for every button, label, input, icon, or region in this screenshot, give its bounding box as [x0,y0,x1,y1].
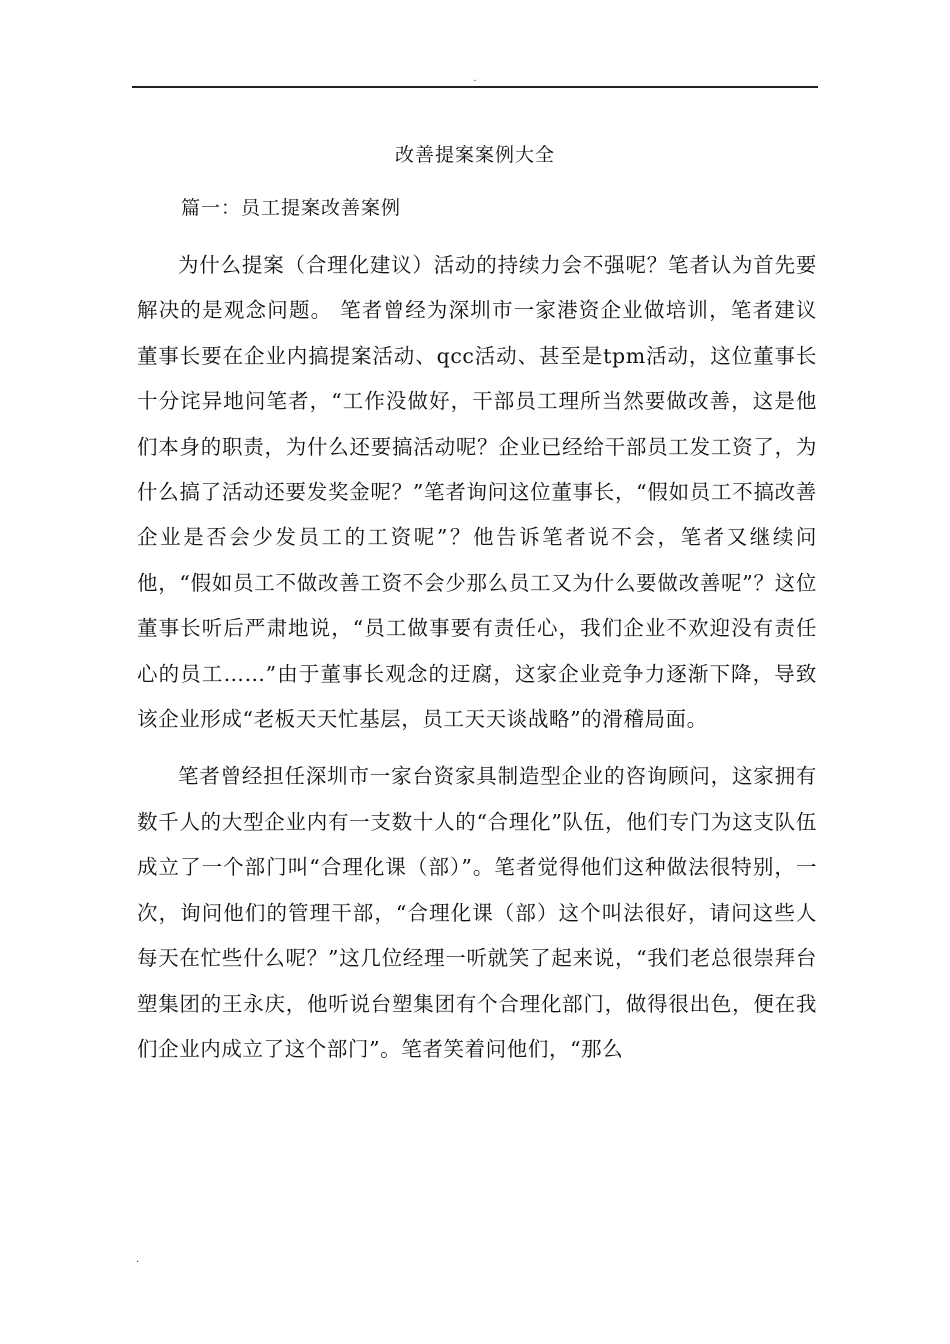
section-heading: 篇一：员工提案改善案例 [181,197,402,219]
document-body [137,243,817,1084]
paragraph-2: 笔者曾经担任深圳市一家台资家具制造型企业的咨询顾问，这家拥有数千人的大型企业内有一支数十人的“合理化”队伍，他们专门为这支队伍成立了一个部门叫“合理化课（部）”。笔者觉得他们这种做法很特别，一次，询问他们的管理干部，“合理化课（部）这个叫法很好，请问这些人每天在忙些什么呢？”这几位经理一听就笑了起来说，“我们老总很崇拜台塑集团的王永庆，他听说台塑集团有个合理化部门，做得很出色，便在我们企业内成立了这个部门”。笔者笑着问他们，“那么 [137,764,817,1061]
header-mark: . [473,73,477,84]
document-title: 改善提案案例大全 [394,144,555,166]
header-rule [132,86,818,88]
footer-mark: . [136,1254,140,1265]
paragraph-1: 为什么提案（合理化建议）活动的持续力会不强呢？笔者认为首先要解决的是观念问题。 笔者曾经为深圳市一家港资企业做培训，笔者建议董事长要在企业内搞提案活动、qcc活动、甚至是tpm活动，这位董事长十分诧异地问笔者，“工作没做好，干部员工理所当然要做改善，这是他们本身的职责，为什么还要搞活动呢？企业已经给干部员工发工资了，为什么搞了活动还要发奖金呢？”笔者询问这位董事长，“假如员工不搞改善企业是否会少发员工的工资呢”？他告诉笔者说不会，笔者又继续问他，“假如员工不做改善工资不会少那么员工又为什么要做改善呢”？这位董事长听后严肃地说，“员工做事要有责任心，我们企业不欢迎没有责任心的员工……”由于董事长观念的迂腐，这家企业竞争力逐渐下降，导致该企业形成“老板天天忙基层，员工天天谈战略”的滑稽局面。 [137,253,817,732]
